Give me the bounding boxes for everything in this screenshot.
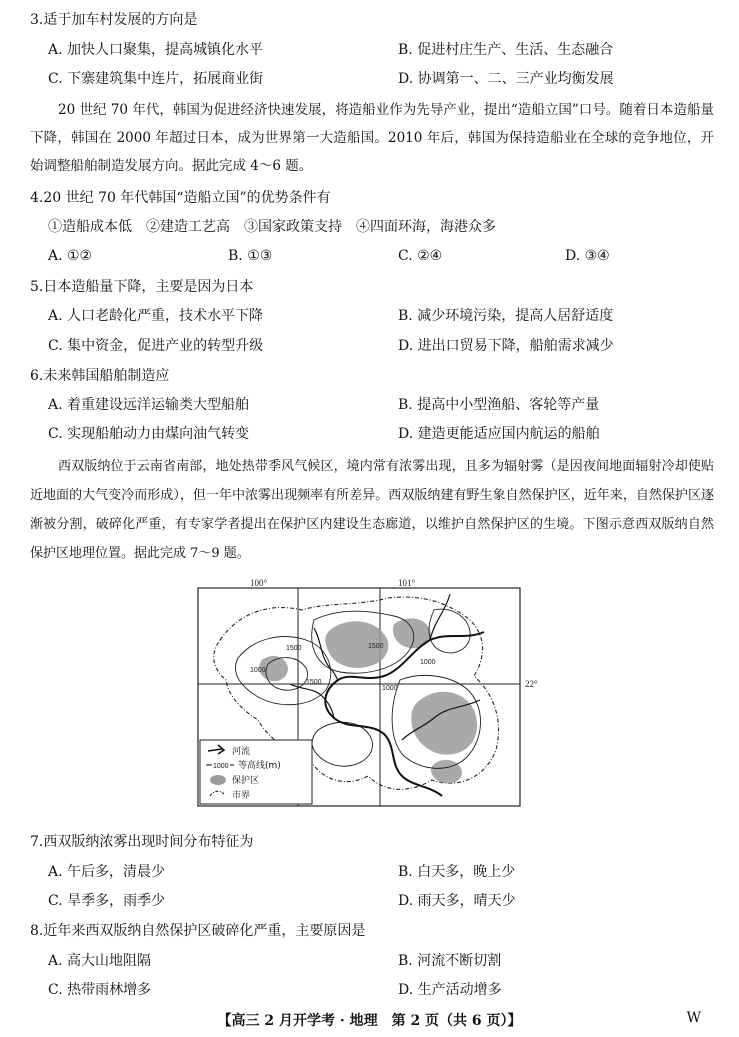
q3-option-c: C. 下寨建筑集中连片，拓展商业街 <box>48 71 264 87</box>
q4-items: ①造船成本低 ②建造工艺高 ③国家政策支持 ④四面环海，海港众多 <box>48 219 496 235</box>
reserve-area-east <box>411 692 477 755</box>
legend-contour-label: 等高线(m) <box>238 761 281 771</box>
q4-stem: 4.20 世纪 70 年代韩国“造船立国”的优势条件有 <box>30 190 331 206</box>
q6-option-b: B. 提高中小型渔船、客轮等产量 <box>398 397 600 413</box>
q6-option-a: A. 着重建设远洋运输类大型船舶 <box>48 397 250 413</box>
q5-option-c: C. 集中资金，促进产业的转型升级 <box>48 338 264 354</box>
contour-label: 1000 <box>250 667 266 674</box>
q4-option-d: D. ③④ <box>565 248 610 264</box>
q8-option-b: B. 河流不断切割 <box>398 953 502 969</box>
reserve-area-southeast <box>431 760 462 784</box>
q5-stem: 5.日本造船量下降，主要是因为日本 <box>30 279 254 295</box>
page-footer-mark: W <box>686 1010 701 1026</box>
q6-option-c: C. 实现船舶动力由煤向油气转变 <box>48 426 250 442</box>
q8-option-c: C. 热带雨林增多 <box>48 982 152 998</box>
legend-river-label: 河流 <box>232 747 251 757</box>
lon-label-100: 100° <box>250 578 268 588</box>
q7-option-c: C. 旱季多，雨季少 <box>48 893 166 909</box>
q5-option-d: D. 进出口贸易下降，船舶需求减少 <box>398 338 614 354</box>
q5-option-a: A. 人口老龄化严重，技术水平下降 <box>48 308 264 324</box>
lat-label-22: 22° <box>525 679 538 689</box>
q8-option-d: D. 生产活动增多 <box>398 982 502 998</box>
q4-option-b: B. ①③ <box>228 248 273 264</box>
contour-label: 1500 <box>368 643 384 650</box>
contour-label: 1000 <box>382 685 398 692</box>
xishuangbanna-reserve-map <box>198 578 538 806</box>
q7-option-a: A. 午后多，清晨少 <box>48 864 166 880</box>
q7-option-d: D. 雨天多，晴天少 <box>398 893 516 909</box>
q3-stem: 3.适于加车村发展的方向是 <box>30 12 198 28</box>
passage-xishuangbanna: 西双版纳位于云南省南部，地处热带季风气候区，境内常有浓雾出现，且多为辐射雾（是因夜间地面辐射冷却使贴近地面的大气变冷而形成），但一年中浓雾出现频率有所差异。西双版纳建有野生象自然保护区，近年来，自然保护区逐渐被分割，破碎化严重，有专家学者提出在保护区内建设生态廊道，以维护自然保护区的生境。下图示意西双版纳自然保护区地理位置。据此完成 7～9 题。 <box>30 459 714 561</box>
contour-label: 1000 <box>420 659 436 666</box>
contour-line <box>429 609 470 653</box>
q4-option-a: A. ①② <box>48 248 93 264</box>
lon-label-101: 101° <box>398 578 416 588</box>
q6-stem: 6.未来韩国船舶制造应 <box>30 368 170 384</box>
q8-option-a: A. 高大山地阻隔 <box>48 953 152 969</box>
q3-option-d: D. 协调第一、二、三产业均衡发展 <box>398 71 614 87</box>
q7-option-b: B. 白天多，晚上少 <box>398 864 516 880</box>
contour-line <box>312 722 373 766</box>
contour-label: 1500 <box>306 679 322 686</box>
legend-contour-sample: 1000 <box>213 763 229 770</box>
legend-reserve-label: 保护区 <box>232 776 260 786</box>
q5-option-b: B. 减少环境污染，提高人居舒适度 <box>398 308 614 324</box>
q3-option-b: B. 促进村庄生产、生活、生态融合 <box>398 42 614 58</box>
q4-option-c: C. ②④ <box>398 248 443 264</box>
passage-korea-shipbuilding: 20 世纪 70 年代，韩国为促进经济快速发展，将造船业作为先导产业，提出“造船立国”口号。随着日本造船量下降，韩国在 2000 年超过日本，成为世界第一大造船国。2010 年后，韩国为保持造船业在全球的竞争地位，开始调整船舶制造发展方向。据此完成 4～6 题。 <box>30 102 714 174</box>
q7-stem: 7.西双版纳浓雾出现时间分布特征为 <box>30 834 254 850</box>
legend-reserve-symbol <box>210 775 226 785</box>
legend-boundary-label: 市界 <box>232 791 251 801</box>
q6-option-d: D. 建造更能适应国内航运的船舶 <box>398 426 600 442</box>
contour-label: 1500 <box>286 645 302 652</box>
q8-stem: 8.近年来西双版纳自然保护区破碎化严重，主要原因是 <box>30 923 366 939</box>
q3-option-a: A. 加快人口聚集，提高城镇化水平 <box>48 42 264 58</box>
page-footer: 【高三 2 月开学考 · 地理 第 2 页（共 6 页）】 <box>217 1013 522 1029</box>
